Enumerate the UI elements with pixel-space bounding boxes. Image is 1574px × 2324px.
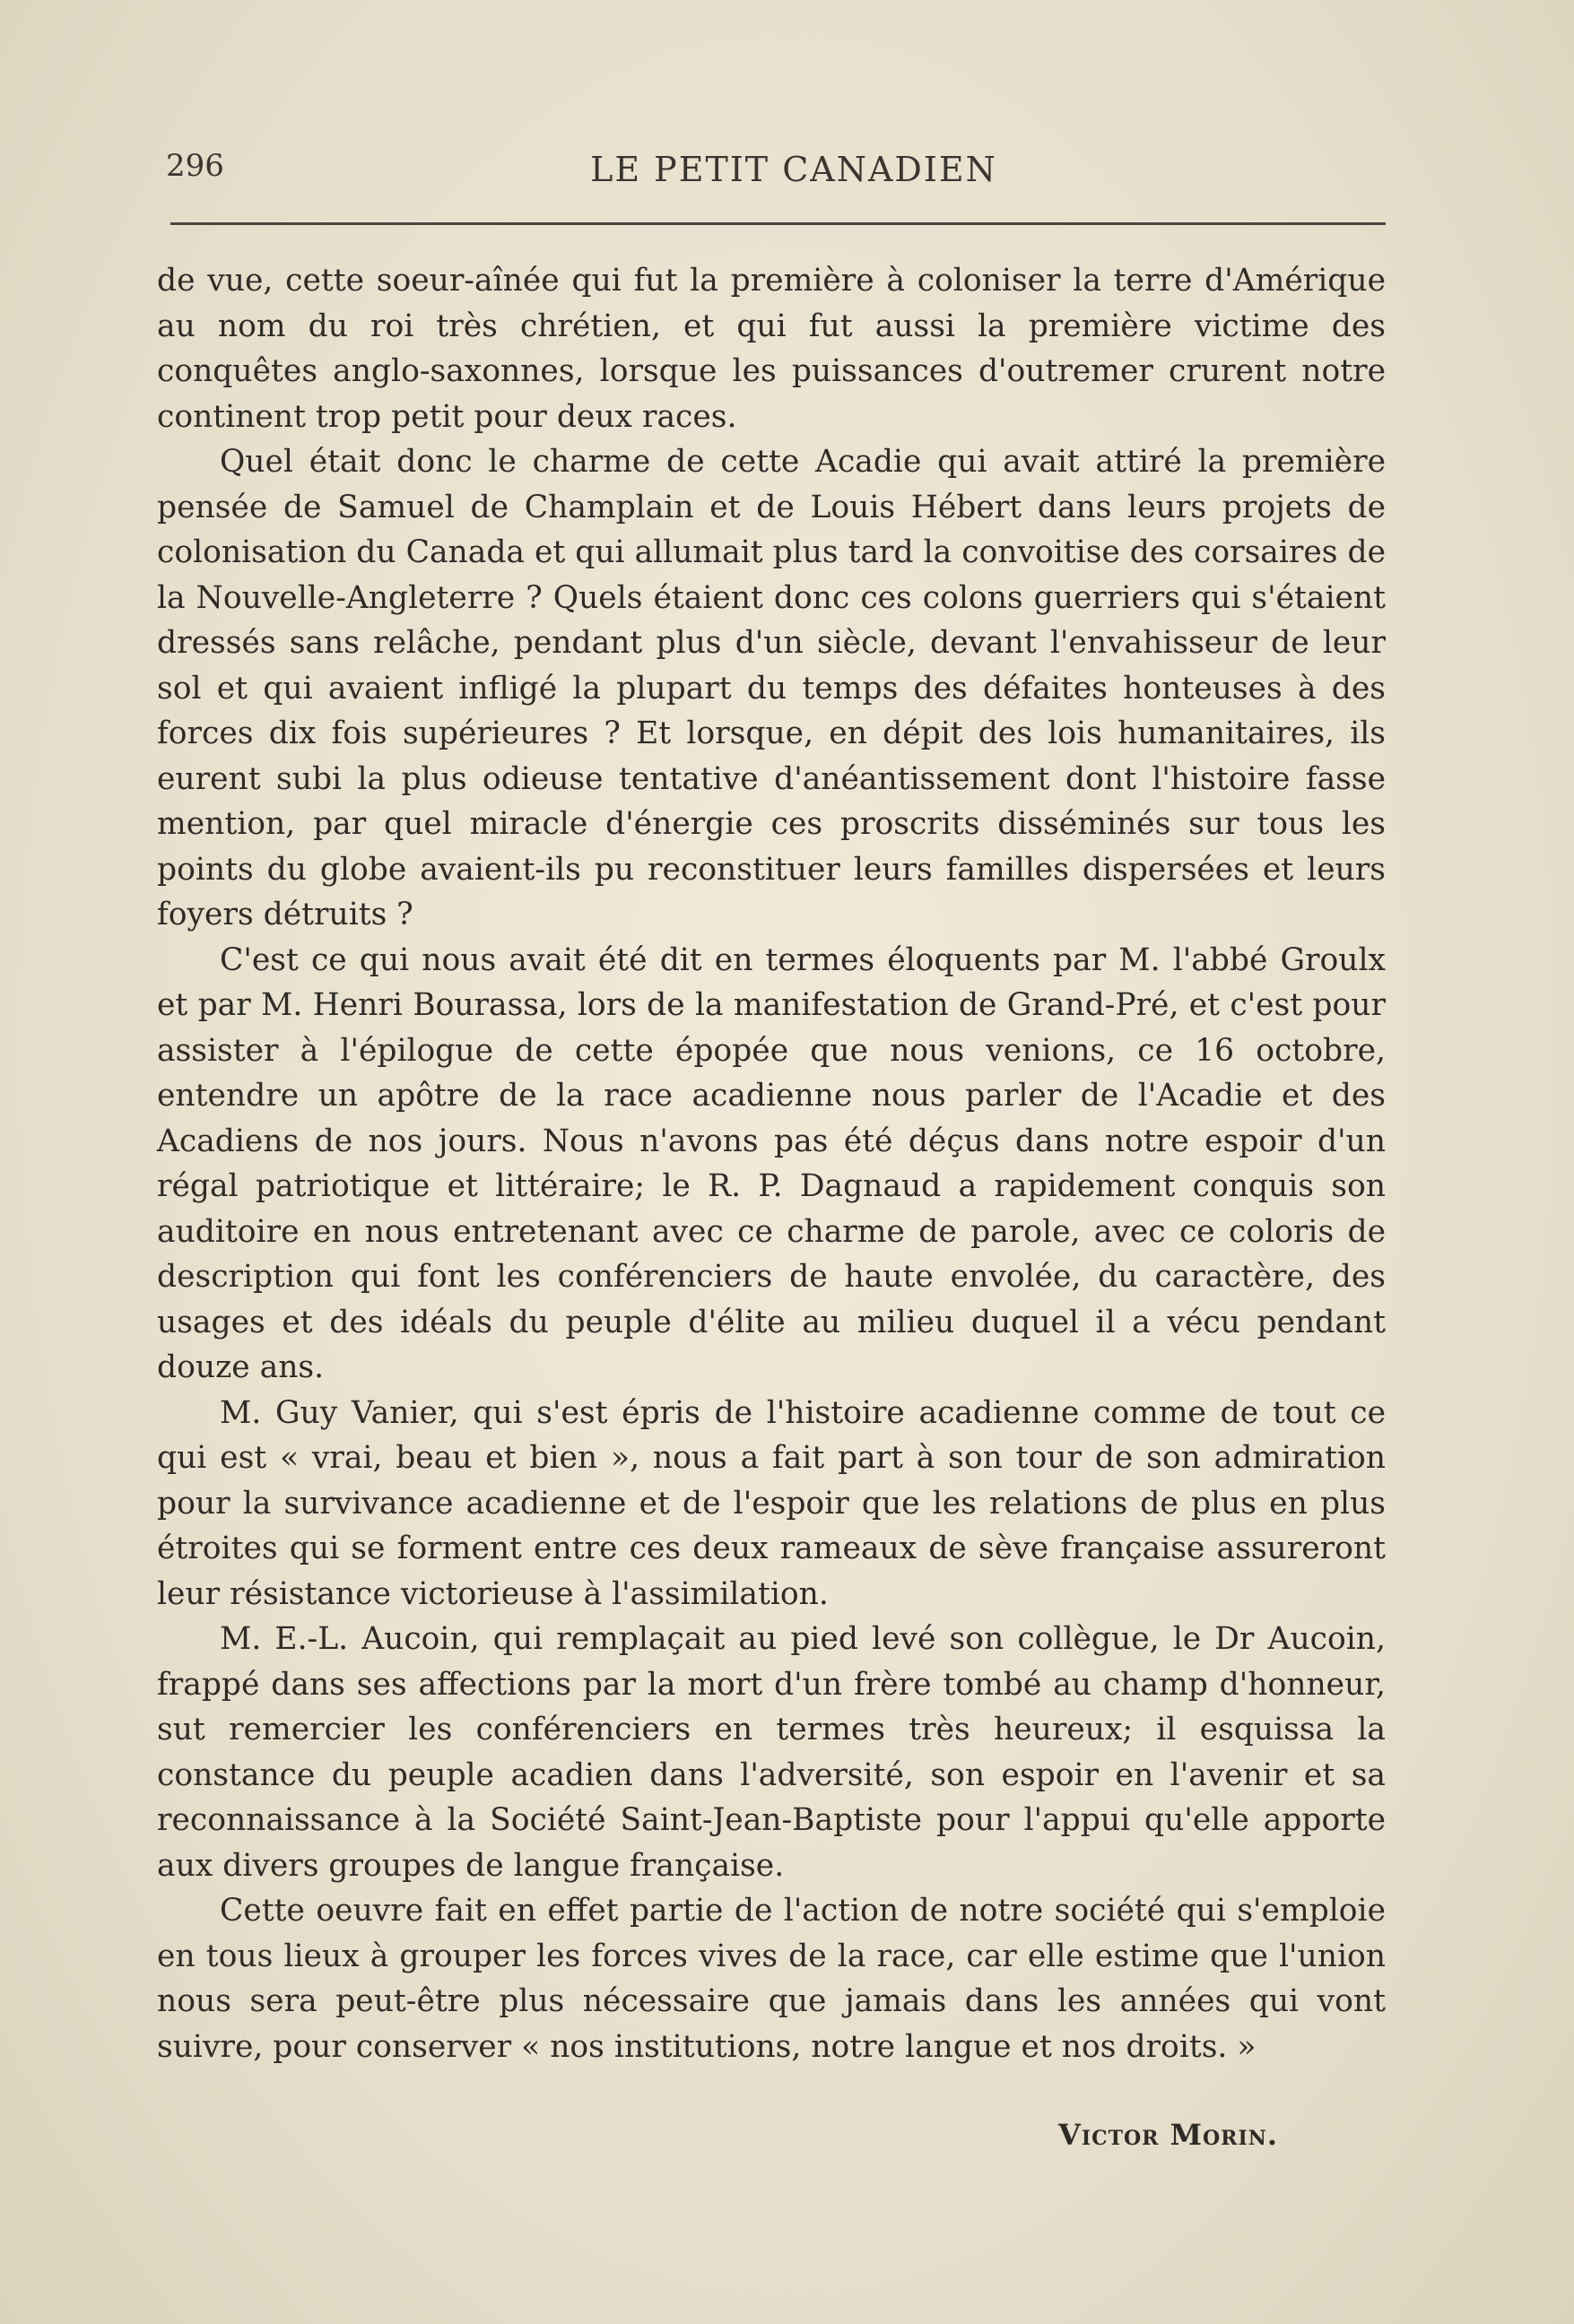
page-number: 296 <box>166 148 224 184</box>
paragraph: de vue, cette soeur-aînée qui fut la première à coloniser la terre d'Amérique au nom du roi très chrétien, et qui fut aussi la première victime des conquêtes anglo-saxonnes, lorsque les puissances d'outremer crurent notre continent trop petit pour deux races. <box>157 263 1386 435</box>
paragraph: M. E.-L. Aucoin, qui remplaçait au pied levé son collègue, le Dr Aucoin, frappé dans ses affections par la mort d'un frère tombé au champ d'honneur, sut remercier les conférenciers en termes très heureux; il esquissa la constance du peuple acadien dans l'adversité, son espoir en l'avenir et sa reconnaissance à la Société Saint-Jean-Baptiste pour l'appui qu'elle apporte aux divers groupes de langue française. <box>157 1621 1386 1884</box>
paragraph: Quel était donc le charme de cette Acadie qui avait attiré la première pensée de Samuel de Champlain et de Louis Hébert dans leurs projets de colonisation du Canada et qui allumait plus tard la convoitise des corsaires de la Nouvelle-Angleterre ? Quels étaient donc ces colons guerriers qui s'étaient dressés sans relâche, pendant plus d'un siècle, devant l'envahisseur de leur sol et qui avaient infligé la plupart du temps des défaites honteuses à des forces dix fois supérieures ? Et lorsque, en dépit des lois humanitaires, ils eurent subi la plus odieuse tentative d'anéantissement dont l'histoire fasse mention, par quel miracle d'énergie ces proscrits disséminés sur tous les points du globe avaient-ils pu reconstituer leurs familles dispersées et leurs foyers détruits ? <box>157 444 1386 932</box>
author-signature: Victor Morin. <box>1058 2118 1278 2152</box>
article-body <box>157 258 1386 2069</box>
paragraph: Cette oeuvre fait en effet partie de l'action de notre société qui s'emploie en tous lieux à grouper les forces vives de la race, car elle estime que l'union nous sera peut-être plus nécessaire que jamais dans les années qui vont suivre, pour conserver « nos institutions, notre langue et nos droits. » <box>157 1893 1386 2065</box>
header-rule <box>170 222 1386 225</box>
running-title: LE PETIT CANADIEN <box>590 150 997 189</box>
paragraph: C'est ce qui nous avait été dit en termes éloquents par M. l'abbé Groulx et par M. Henri Bourassa, lors de la manifestation de Grand-Pré, et c'est pour assister à l'épilogue de cette épopée que nous venions, ce 16 octobre, entendre un apôtre de la race acadienne nous parler de l'Acadie et des Acadiens de nos jours. Nous n'avons pas été déçus dans notre espoir d'un régal patriotique et littéraire; le R. P. Dagnaud a rapidement conquis son auditoire en nous entretenant avec ce charme de parole, avec ce coloris de description qui font les conférenciers de haute envolée, du caractère, des usages et des idéals du peuple d'élite au milieu duquel il a vécu pendant douze ans. <box>157 941 1386 1385</box>
paragraph: M. Guy Vanier, qui s'est épris de l'histoire acadienne comme de tout ce qui est « vrai, beau et bien », nous a fait part à son tour de son admiration pour la survivance acadienne et de l'espoir que les relations de plus en plus étroites qui se forment entre ces deux rameaux de sève française assureront leur résistance victorieuse à l'assimilation. <box>157 1394 1386 1612</box>
page-header <box>166 148 1386 202</box>
